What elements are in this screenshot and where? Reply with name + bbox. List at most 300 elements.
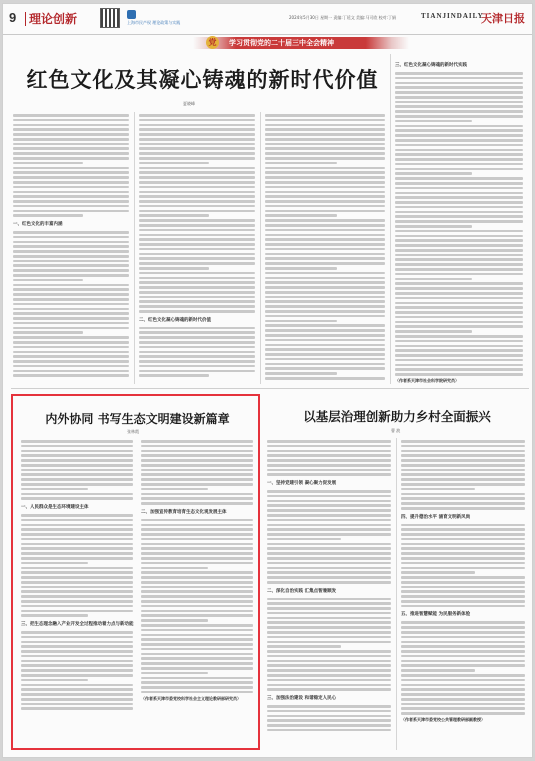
body-text-line xyxy=(395,330,472,333)
body-text-line xyxy=(21,571,133,574)
body-text-line xyxy=(139,152,255,155)
body-text-line xyxy=(141,581,253,584)
body-text-line xyxy=(141,629,253,632)
body-text-line xyxy=(401,669,475,672)
body-text-line xyxy=(267,524,391,527)
body-text-line xyxy=(265,281,385,284)
author-footnote: （作者系天津市社会科学院研究员） xyxy=(395,378,459,383)
body-text-line xyxy=(21,693,133,696)
section-rule xyxy=(11,388,529,389)
body-text-line xyxy=(139,176,255,179)
body-text-line xyxy=(267,612,391,615)
body-text-line xyxy=(141,576,253,579)
body-text-line xyxy=(13,351,129,354)
body-text-line xyxy=(395,297,523,300)
body-text-line xyxy=(139,341,255,344)
body-text-line xyxy=(141,672,208,675)
body-text-line xyxy=(401,473,525,476)
right-article-author: 曹 波 xyxy=(391,428,401,433)
section-name: 理论创新 xyxy=(29,12,78,26)
body-text-line xyxy=(395,292,523,295)
body-text-line xyxy=(267,724,391,727)
body-text-line xyxy=(141,528,253,531)
right-article-title: 以基层治理创新助力乡村全面振兴 xyxy=(303,409,491,424)
body-text-line xyxy=(401,679,525,682)
body-text-line xyxy=(265,358,385,361)
body-text-line xyxy=(265,171,385,174)
body-text-line xyxy=(141,653,253,656)
body-text-line xyxy=(395,129,523,132)
body-text-line xyxy=(139,210,255,213)
banner-text: 学习贯彻党的二十届三中全会精神 xyxy=(229,39,334,47)
body-text-line xyxy=(21,703,133,706)
body-text-line xyxy=(395,235,523,238)
body-text-line xyxy=(401,478,525,481)
body-text-line xyxy=(21,669,133,672)
right-article-column-1 xyxy=(267,440,391,734)
body-text-line xyxy=(267,636,391,639)
body-text-line xyxy=(395,282,523,285)
body-text-line xyxy=(13,279,83,282)
body-text-line xyxy=(265,205,385,208)
body-text-line xyxy=(267,528,391,531)
body-text-line xyxy=(267,504,391,507)
body-text-line xyxy=(395,345,523,348)
body-text-line xyxy=(265,372,337,375)
body-text-line xyxy=(267,473,391,476)
body-text-line xyxy=(267,645,341,648)
body-text-line xyxy=(401,528,525,531)
body-text-line xyxy=(401,533,525,536)
body-text-line xyxy=(141,562,253,565)
date-line: 2024年5月30日 星期一 责编:丁延文 美编:马可欣 校对:丁娟 xyxy=(289,15,396,20)
body-text-line xyxy=(21,454,133,457)
body-text-line xyxy=(265,243,385,246)
body-text-line xyxy=(265,167,385,170)
body-text-line xyxy=(401,581,525,584)
body-text-line xyxy=(401,440,525,443)
body-text-line xyxy=(21,650,133,653)
body-text-line xyxy=(395,172,472,175)
body-text-line xyxy=(139,114,255,117)
body-text-line xyxy=(395,115,523,118)
body-text-line xyxy=(139,370,255,373)
main-article-title: 红色文化及其凝心铸魂的新时代价值 xyxy=(26,68,379,92)
body-text-line xyxy=(401,605,525,608)
body-text-line xyxy=(139,181,255,184)
body-text-line xyxy=(265,257,385,260)
body-text-line xyxy=(141,571,253,574)
body-text-line xyxy=(13,346,129,349)
right-article-column-2 xyxy=(401,440,525,723)
body-text-line xyxy=(265,253,385,256)
body-text-line xyxy=(265,191,385,194)
body-text-line xyxy=(13,322,129,325)
body-text-line xyxy=(265,363,385,366)
body-text-line xyxy=(139,229,255,232)
body-text-line xyxy=(21,557,133,560)
body-text-line xyxy=(265,353,385,356)
body-text-line xyxy=(265,186,385,189)
body-text-line xyxy=(401,459,525,462)
body-text-line xyxy=(401,600,525,603)
body-text-line xyxy=(139,157,255,160)
body-text-line xyxy=(267,626,391,629)
body-text-line xyxy=(401,688,525,691)
body-text-line xyxy=(401,464,525,467)
body-text-line xyxy=(141,445,253,448)
body-text-line xyxy=(267,688,391,691)
body-text-line xyxy=(13,241,129,244)
body-text-line xyxy=(13,274,129,277)
body-text-line xyxy=(139,300,255,303)
body-text-line xyxy=(401,664,525,667)
theme-banner xyxy=(193,37,409,49)
body-text-line xyxy=(141,533,253,536)
body-text-line xyxy=(141,614,253,617)
body-text-line xyxy=(265,267,337,270)
body-text-line xyxy=(267,543,391,546)
body-text-line xyxy=(267,500,391,503)
body-text-line xyxy=(141,502,253,505)
body-text-line xyxy=(267,660,391,663)
body-text-line xyxy=(139,214,209,217)
body-text-line xyxy=(267,469,391,472)
body-text-line xyxy=(13,250,129,253)
body-text-line xyxy=(13,255,129,258)
body-text-line xyxy=(395,273,523,276)
body-text-line xyxy=(13,124,129,127)
body-text-line xyxy=(21,464,133,467)
body-text-line xyxy=(139,253,255,256)
body-text-line xyxy=(265,133,385,136)
body-text-line xyxy=(265,248,385,251)
body-text-line xyxy=(395,287,523,290)
body-text-line xyxy=(401,507,525,510)
body-text-line xyxy=(401,636,525,639)
body-text-line xyxy=(21,605,133,608)
body-text-line xyxy=(267,464,391,467)
section-subheading: 三、把生态理念融入产业开发全过程推动着力点与新动能 xyxy=(21,621,134,627)
body-text-line xyxy=(395,316,523,319)
body-text-line xyxy=(21,483,133,486)
body-text-line xyxy=(265,310,385,313)
body-text-line xyxy=(401,502,525,505)
body-text-line xyxy=(267,729,391,732)
body-text-line xyxy=(13,336,129,339)
body-text-line xyxy=(267,664,391,667)
body-text-line xyxy=(401,674,525,677)
body-text-line xyxy=(395,125,523,128)
body-text-line xyxy=(265,344,385,347)
body-text-line xyxy=(141,469,253,472)
body-text-line xyxy=(267,621,391,624)
body-text-line xyxy=(141,610,253,613)
body-text-line xyxy=(141,557,253,560)
body-text-line xyxy=(395,139,523,142)
body-text-line xyxy=(267,650,391,653)
body-text-line xyxy=(267,514,391,517)
body-text-line xyxy=(139,296,255,299)
body-text-line xyxy=(401,641,525,644)
body-text-line xyxy=(139,205,255,208)
body-text-line xyxy=(13,214,83,217)
body-text-line xyxy=(395,187,523,190)
body-text-line xyxy=(13,133,129,136)
body-text-line xyxy=(395,168,523,171)
body-text-line xyxy=(141,543,253,546)
body-text-line xyxy=(395,211,523,214)
body-text-line xyxy=(13,365,129,368)
body-text-line xyxy=(21,478,133,481)
body-text-line xyxy=(395,206,523,209)
body-text-line xyxy=(141,662,253,665)
body-text-line xyxy=(13,200,129,203)
body-text-line xyxy=(13,355,129,358)
main-article-column-2 xyxy=(139,114,255,379)
body-text-line xyxy=(401,684,525,687)
body-text-line xyxy=(395,134,523,137)
column-divider xyxy=(134,112,135,384)
body-text-line xyxy=(139,327,255,330)
body-text-line xyxy=(401,562,525,565)
body-text-line xyxy=(265,272,385,275)
body-text-line xyxy=(13,114,129,117)
body-text-line xyxy=(141,586,253,589)
body-text-line xyxy=(13,231,129,234)
body-text-line xyxy=(21,590,133,593)
partner-logo xyxy=(127,10,181,26)
body-text-line xyxy=(13,308,129,311)
body-text-line xyxy=(141,552,253,555)
body-text-line xyxy=(21,514,133,517)
body-text-line xyxy=(141,686,253,689)
body-text-line xyxy=(21,488,88,491)
body-text-line xyxy=(141,524,253,527)
section-subheading: 四、提升德治水平 涵育文明新风尚 xyxy=(401,514,471,520)
body-text-line xyxy=(395,82,523,85)
body-text-line xyxy=(395,91,523,94)
body-text-line xyxy=(265,324,385,327)
body-text-line xyxy=(139,360,255,363)
left-article-column-1 xyxy=(21,440,133,712)
body-text-line xyxy=(401,571,475,574)
newspaper-page xyxy=(2,3,533,758)
body-text-line xyxy=(13,293,129,296)
body-text-line xyxy=(141,497,253,500)
body-text-line xyxy=(267,533,391,536)
body-text-line xyxy=(13,143,129,146)
body-text-line xyxy=(401,445,525,448)
body-text-line xyxy=(265,128,385,131)
body-text-line xyxy=(139,119,255,122)
body-text-line xyxy=(139,267,209,270)
body-text-line xyxy=(13,138,129,141)
body-text-line xyxy=(401,650,525,653)
body-text-line xyxy=(21,586,133,589)
body-text-line xyxy=(401,454,525,457)
main-article-column-3 xyxy=(265,114,385,382)
body-text-line xyxy=(13,119,129,122)
body-text-line xyxy=(141,488,208,491)
main-article-column-1 xyxy=(13,114,129,379)
body-text-line xyxy=(141,634,253,637)
body-text-line xyxy=(265,300,385,303)
body-text-line xyxy=(141,619,208,622)
body-text-line xyxy=(265,367,385,370)
body-text-line xyxy=(21,567,133,570)
body-text-line xyxy=(267,641,391,644)
page-number: 9 xyxy=(9,10,17,25)
body-text-line xyxy=(139,262,255,265)
main-article-column-4 xyxy=(395,58,523,384)
body-text-line xyxy=(395,325,523,328)
body-text-line xyxy=(395,278,472,281)
body-text-line xyxy=(265,238,385,241)
body-text-line xyxy=(139,167,255,170)
body-text-line xyxy=(267,598,391,601)
body-text-line xyxy=(139,374,209,377)
body-text-line xyxy=(267,655,391,658)
body-text-line xyxy=(395,249,523,252)
body-text-line xyxy=(267,454,391,457)
body-text-line xyxy=(141,681,253,684)
body-text-line xyxy=(395,215,523,218)
body-text-line xyxy=(401,493,525,496)
body-text-line xyxy=(13,260,129,263)
body-text-line xyxy=(395,349,523,352)
body-text-line xyxy=(21,562,88,565)
body-text-line xyxy=(141,691,253,694)
body-text-line xyxy=(13,181,129,184)
body-text-line xyxy=(395,373,523,376)
body-text-line xyxy=(13,176,129,179)
body-text-line xyxy=(13,195,129,198)
body-text-line xyxy=(13,205,129,208)
body-text-line xyxy=(141,464,253,467)
body-text-line xyxy=(21,664,133,667)
body-text-line xyxy=(267,705,391,708)
body-text-line xyxy=(21,533,133,536)
party-emblem-icon: 党 xyxy=(206,36,219,49)
body-text-line xyxy=(395,201,523,204)
body-text-line xyxy=(139,186,255,189)
body-text-line xyxy=(395,311,523,314)
body-text-line xyxy=(395,105,523,108)
body-text-line xyxy=(21,581,133,584)
body-text-line xyxy=(265,377,385,380)
logo-text: 上海市民产权 理论政策与实践 xyxy=(127,20,181,25)
body-text-line xyxy=(401,488,475,491)
body-text-line xyxy=(395,244,523,247)
body-text-line xyxy=(401,621,525,624)
body-text-line xyxy=(13,374,129,377)
section-subheading: 一、红色文化的丰富内涵 xyxy=(13,222,63,227)
body-text-line xyxy=(21,459,133,462)
body-text-line xyxy=(21,543,133,546)
body-text-line xyxy=(139,346,255,349)
section-subheading: 三、加强法治建设 和谐稳定人民心 xyxy=(267,695,337,701)
body-text-line xyxy=(21,610,133,613)
author-footnote: （作者系天津市委党校科学社会主义理论教研部研究员） xyxy=(141,695,241,701)
body-text-line xyxy=(267,715,391,718)
body-text-line xyxy=(141,567,208,570)
body-text-line xyxy=(13,191,129,194)
body-text-line xyxy=(395,263,523,266)
body-text-line xyxy=(395,196,523,199)
logo-mark-icon xyxy=(127,10,136,19)
body-text-line xyxy=(395,335,523,338)
body-text-line xyxy=(265,157,385,160)
body-text-line xyxy=(21,547,133,550)
body-text-line xyxy=(13,298,129,301)
body-text-line xyxy=(139,351,255,354)
body-text-line xyxy=(395,72,523,75)
body-text-line xyxy=(21,473,133,476)
body-text-line xyxy=(21,674,133,677)
body-text-line xyxy=(401,645,525,648)
body-text-line xyxy=(395,230,523,233)
body-text-line xyxy=(13,284,129,287)
body-text-line xyxy=(139,195,255,198)
body-text-line xyxy=(21,600,133,603)
body-text-line xyxy=(395,354,523,357)
body-text-line xyxy=(395,177,523,180)
section-subheading: 一、坚持党建引领 凝心聚力促发展 xyxy=(267,481,337,487)
body-text-line xyxy=(141,459,253,462)
body-text-line xyxy=(401,497,525,500)
body-text-line xyxy=(401,557,525,560)
body-text-line xyxy=(13,162,83,165)
body-text-line xyxy=(395,220,523,223)
body-text-line xyxy=(401,712,525,715)
body-text-line xyxy=(139,162,209,165)
body-text-line xyxy=(139,200,255,203)
body-text-line xyxy=(267,581,391,584)
body-text-line xyxy=(21,645,133,648)
body-text-line xyxy=(401,450,525,453)
body-text-line xyxy=(267,552,391,555)
body-text-line xyxy=(265,229,385,232)
body-text-line xyxy=(267,562,391,565)
body-text-line xyxy=(13,264,129,267)
body-text-line xyxy=(265,200,385,203)
body-text-line xyxy=(401,626,525,629)
body-text-line xyxy=(401,538,525,541)
body-text-line xyxy=(395,268,523,271)
body-text-line xyxy=(401,567,525,570)
page-header xyxy=(3,4,532,35)
body-text-line xyxy=(395,86,523,89)
body-text-line xyxy=(13,147,129,150)
left-article-title: 内外协同 书写生态文明建设新篇章 xyxy=(45,412,230,426)
body-text-line xyxy=(21,497,133,500)
body-text-line xyxy=(141,677,253,680)
body-text-line xyxy=(267,547,391,550)
body-text-line xyxy=(267,607,391,610)
body-text-line xyxy=(267,617,391,620)
body-text-line xyxy=(401,469,525,472)
body-text-line xyxy=(141,547,253,550)
body-text-line xyxy=(139,365,255,368)
body-text-line xyxy=(21,552,133,555)
body-text-line xyxy=(265,181,385,184)
body-text-line xyxy=(395,101,523,104)
section-subheading: 一、人民群众是生态环境建设主体 xyxy=(21,504,89,510)
body-text-line xyxy=(395,158,523,161)
section-subheading: 二、红色文化凝心铸魂的新时代价值 xyxy=(139,317,211,323)
body-text-line xyxy=(13,317,129,320)
